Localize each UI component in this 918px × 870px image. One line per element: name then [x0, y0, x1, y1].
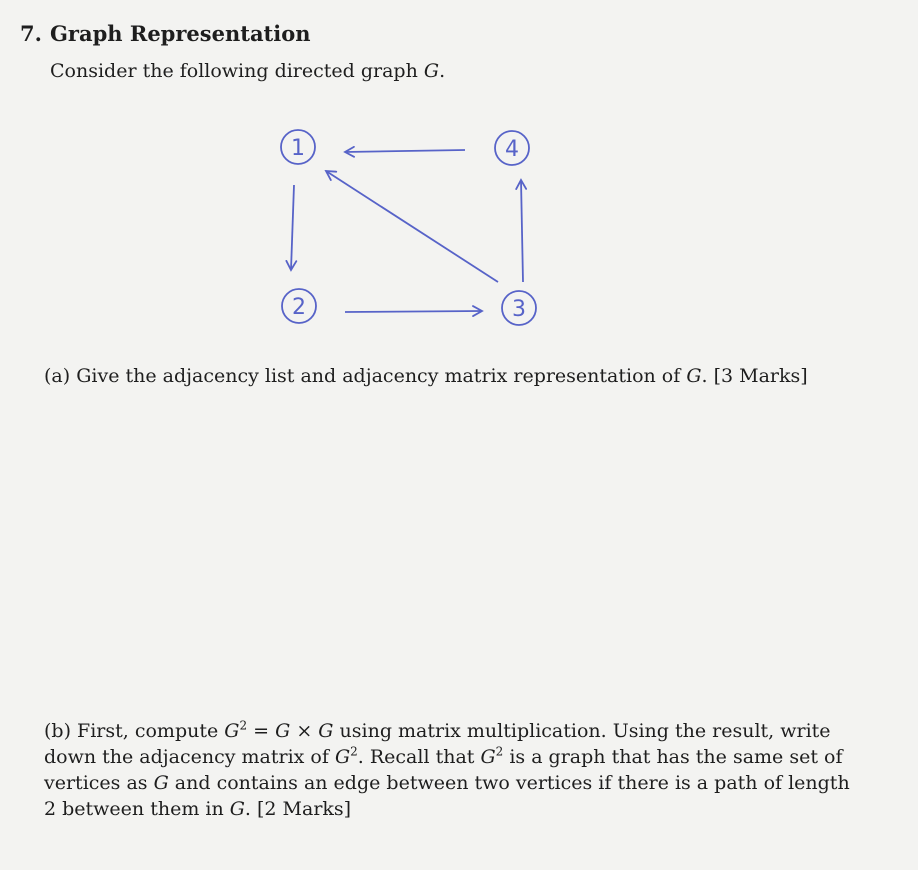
intro-period: .: [439, 60, 446, 82]
edge-3-to-1: [326, 171, 498, 282]
part-b-square: 2: [239, 718, 248, 733]
part-b-var-g: G: [334, 746, 351, 768]
node-3-label: 3: [512, 297, 526, 322]
question-number: 7.: [20, 21, 42, 46]
part-a-graph-var: G: [686, 365, 702, 387]
edge-4-to-1: [345, 150, 465, 152]
node-4: [495, 131, 529, 165]
part-b-var-g: G: [480, 746, 496, 768]
part-b-text-2: using matrix multiplication. Using the result, write down the adjacency matrix of: [44, 720, 831, 768]
part-a: [44, 363, 808, 389]
edge-1-to-2: [291, 185, 294, 270]
question-intro: [50, 60, 445, 82]
part-b-var-g: G: [229, 798, 245, 820]
part-b-square: 2: [495, 744, 504, 759]
edge-2-to-3: [345, 311, 482, 312]
part-b-label: (b): [44, 720, 71, 742]
part-b-equals: =: [247, 720, 276, 742]
directed-graph-diagram: [250, 110, 570, 340]
part-b-text-1: First, compute: [77, 720, 225, 742]
node-1: [281, 130, 315, 164]
part-b-var-g: G: [153, 772, 169, 794]
part-b-text-4: is a graph that has the same set of vertices as: [44, 746, 843, 794]
question-title: Graph Representation: [50, 21, 311, 46]
part-b-var-g: G: [318, 720, 334, 742]
part-b-text-5: and contains an edge between two vertices if there is a path of length 2 between them in: [44, 772, 850, 820]
part-b-times: ×: [290, 720, 319, 742]
edge-3-to-4: [521, 180, 523, 282]
intro-text: Consider the following directed graph: [50, 60, 424, 82]
intro-graph-var: G: [423, 60, 440, 82]
part-b-var-g: G: [224, 720, 240, 742]
part-a-label: (a): [44, 365, 71, 387]
part-b-marks: . [2 Marks]: [244, 798, 352, 820]
node-2: [282, 289, 316, 323]
part-b: [44, 718, 864, 822]
part-a-marks: . [3 Marks]: [701, 365, 808, 387]
part-a-text: Give the adjacency list and adjacency matrix representation of: [76, 365, 687, 387]
node-1-label: 1: [291, 136, 305, 161]
part-b-var-g: G: [275, 720, 291, 742]
node-4-label: 4: [505, 137, 519, 162]
node-2-label: 2: [292, 295, 306, 320]
node-3: [502, 291, 536, 325]
part-b-square: 2: [350, 744, 358, 759]
part-b-text-3: . Recall that: [357, 746, 481, 768]
